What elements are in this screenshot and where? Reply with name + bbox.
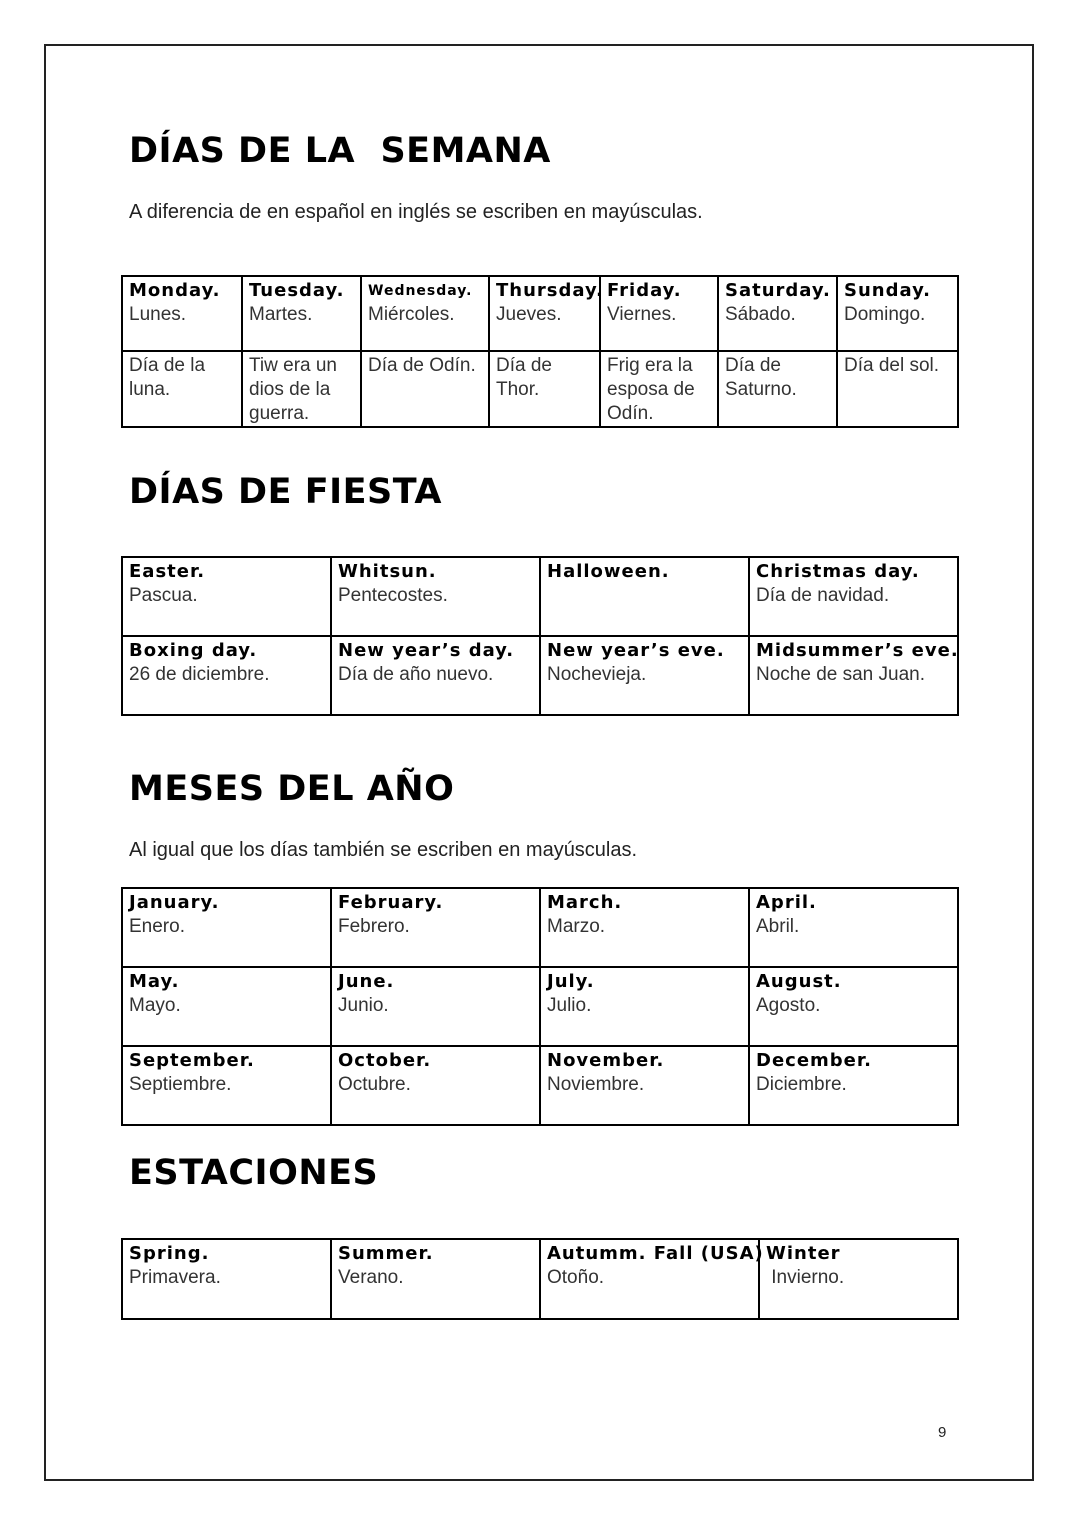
spanish-word: Mayo. [129,995,181,1016]
season-cell [122,1239,331,1319]
season-cell [759,1239,958,1319]
english-word: Sunday. [844,280,931,301]
spanish-word: Nochevieja. [547,664,647,685]
day-origin-cell [837,351,958,427]
english-word: New year’s day. [338,640,515,661]
day-cell-monday [122,276,242,351]
spanish-word: Octubre. [338,1074,411,1095]
spanish-word: Lunes. [129,304,187,325]
english-word: Autumm. Fall (USA) [547,1243,764,1264]
spanish-word: Agosto. [756,995,821,1016]
month-cell [331,967,540,1046]
day-origin-cell [600,351,718,427]
english-word: Whitsun. [338,561,437,582]
section-title-dias-semana: DÍAS DE LA SEMANA [129,131,551,171]
day-origin-text: Día de Odín. [368,355,476,376]
english-word: Christmas day. [756,561,920,582]
day-cell-wednesday [361,276,489,351]
day-origin-text: Día de la luna. [129,355,206,400]
table-row [122,1239,958,1319]
month-cell [749,888,958,967]
section-title-meses: MESES DEL AÑO [129,769,455,809]
section-note-dias-semana: A diferencia de en español en inglés se escriben en mayúsculas. [129,201,703,223]
spanish-word: Junio. [338,995,389,1016]
spanish-word: Noviembre. [547,1074,645,1095]
spanish-word: Primavera. [129,1267,221,1288]
english-word: Spring. [129,1243,210,1264]
day-cell-saturday [718,276,837,351]
spanish-word: Día de año nuevo. [338,664,494,685]
spanish-word: 26 de diciembre. [129,664,270,685]
month-cell [540,888,749,967]
section-note-meses: Al igual que los días también se escriben en mayúsculas. [129,839,638,861]
spanish-word: Domingo. [844,304,926,325]
english-word: Midsummer’s eve. [756,640,959,661]
english-word: February. [338,892,444,913]
english-word: New year’s eve. [547,640,725,661]
holiday-cell [122,636,331,715]
spanish-word: Miércoles. [368,304,455,325]
english-word: Winter [766,1243,841,1264]
month-cell [122,888,331,967]
english-word: November. [547,1050,665,1071]
month-cell [122,967,331,1046]
spanish-word: Martes. [249,304,313,325]
holidays-table [121,556,959,716]
spanish-word: Otoño. [547,1267,605,1288]
month-cell [540,1046,749,1125]
spanish-word: Verano. [338,1267,404,1288]
month-cell [122,1046,331,1125]
seasons-table [121,1238,959,1320]
spanish-word: Julio. [547,995,592,1016]
day-origin-cell [242,351,361,427]
holiday-cell [331,557,540,636]
month-cell [331,888,540,967]
month-cell [749,967,958,1046]
days-of-week-table [121,275,959,428]
spanish-word: Día de navidad. [756,585,890,606]
spanish-word: Marzo. [547,916,606,937]
holiday-cell [749,557,958,636]
spanish-word: Abril. [756,916,800,937]
day-cell-friday [600,276,718,351]
day-cell-sunday [837,276,958,351]
spanish-word: Jueves. [496,304,562,325]
table-row [122,888,958,967]
page-number: 9 [938,1424,947,1441]
english-word: April. [756,892,817,913]
season-cell [540,1239,764,1319]
day-origin-text: Día de Thor. [496,355,552,400]
day-origin-cell [718,351,837,427]
spanish-word: Pentecostes. [338,585,448,606]
spanish-word: Septiembre. [129,1074,232,1095]
english-word: Thursday. [496,280,604,301]
english-word: Wednesday. [368,283,473,299]
english-word: October. [338,1050,432,1071]
holiday-cell [331,636,540,715]
day-origin-text: Día del sol. [844,355,940,376]
month-cell [749,1046,958,1125]
english-word: Tuesday. [249,280,345,301]
table-row [122,557,958,636]
day-origin-cell [122,351,242,427]
english-word: Summer. [338,1243,434,1264]
english-word: July. [547,971,595,992]
english-word: Monday. [129,280,221,301]
table-row [122,967,958,1046]
month-cell [331,1046,540,1125]
english-word: June. [338,971,395,992]
english-word: May. [129,971,180,992]
season-cell [331,1239,540,1319]
section-title-dias-fiesta: DÍAS DE FIESTA [129,472,442,512]
english-word: Halloween. [547,561,670,582]
day-origin-cell [361,351,489,427]
holiday-cell [540,636,749,715]
spanish-word: Viernes. [607,304,677,325]
holiday-cell [540,557,749,636]
day-cell-thursday [489,276,604,351]
holiday-cell [122,557,331,636]
months-table [121,887,959,1126]
english-word: Easter. [129,561,206,582]
section-title-estaciones: ESTACIONES [129,1153,379,1193]
spanish-word: Diciembre. [756,1074,847,1095]
spanish-word: Pascua. [129,585,198,606]
spanish-word: Noche de san Juan. [756,664,926,685]
table-row [122,636,958,715]
table-row [122,1046,958,1125]
day-cell-tuesday [242,276,361,351]
english-word: Saturday. [725,280,831,301]
spanish-word: Invierno. [766,1267,845,1288]
english-word: Friday. [607,280,682,301]
day-origin-cell [489,351,600,427]
spanish-word: Febrero. [338,916,410,937]
english-word: December. [756,1050,873,1071]
day-origin-text: Tiw era un dios de la guerra. [249,355,337,424]
english-word: August. [756,971,842,992]
english-word: September. [129,1050,255,1071]
table-row [122,351,958,427]
holiday-cell [749,636,958,715]
spanish-word: Sábado. [725,304,796,325]
day-origin-text: Frig era la esposa de Odín. [607,355,695,424]
table-row [122,276,958,351]
english-word: January. [129,892,220,913]
english-word: Boxing day. [129,640,258,661]
english-word: March. [547,892,623,913]
spanish-word: Enero. [129,916,185,937]
day-origin-text: Día de Saturno. [725,355,797,400]
month-cell [540,967,749,1046]
